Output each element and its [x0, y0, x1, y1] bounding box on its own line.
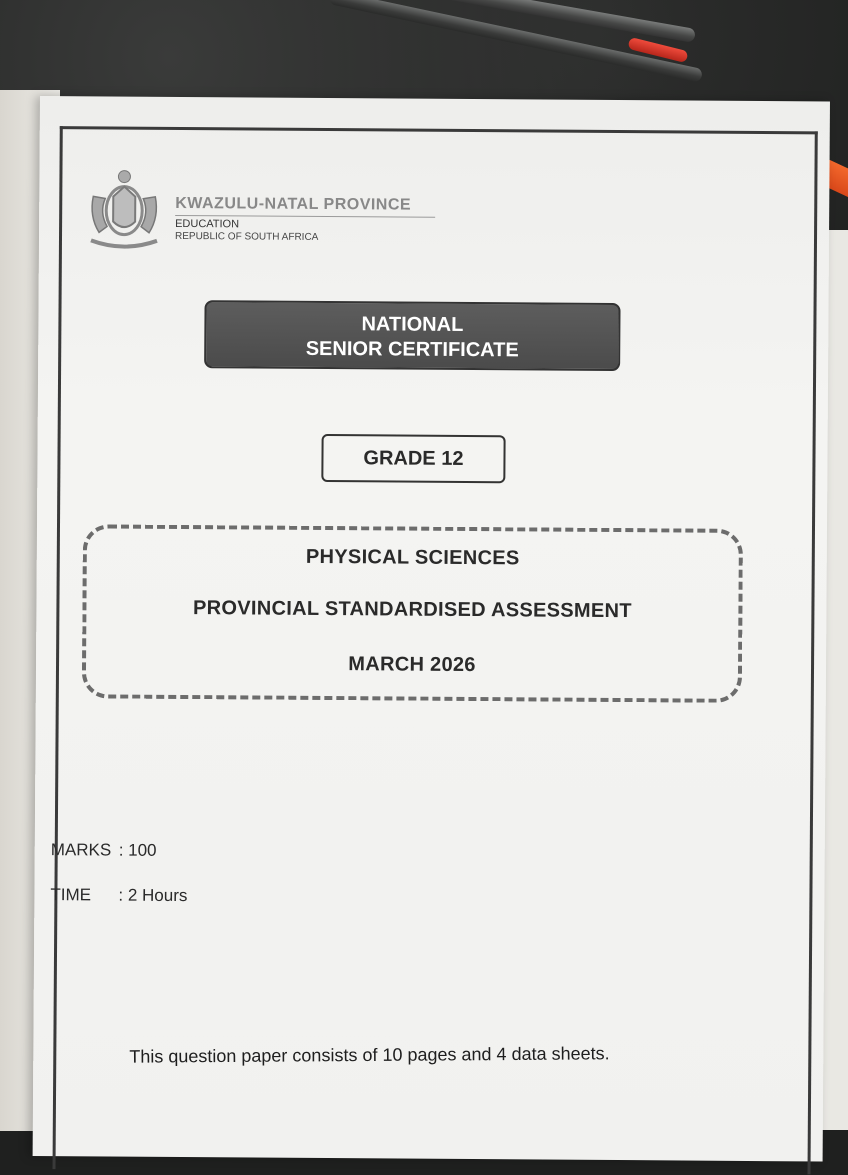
time-label: TIME: [50, 885, 92, 905]
grade-label: GRADE 12: [321, 434, 505, 483]
coat-of-arms-icon: [83, 166, 166, 255]
country-name: REPUBLIC OF SOUTH AFRICA: [174, 230, 319, 243]
province-title: KWAZULU-NATAL PROVINCE: [175, 194, 412, 214]
assessment-type: PROVINCIAL STANDARDISED ASSESSMENT: [192, 597, 632, 623]
certificate-line-2: SENIOR CERTIFICATE: [305, 337, 519, 362]
time-value: : 2 Hours: [118, 885, 188, 906]
department-name: EDUCATION: [175, 217, 240, 231]
marks-value: : 100: [118, 840, 157, 860]
certificate-line-1: NATIONAL: [361, 313, 464, 336]
marks-label: MARKS: [50, 840, 112, 860]
paper-composition-note: This question paper consists of 10 pages and 4 data sheets.: [129, 1043, 610, 1067]
question-paper-cover: [33, 96, 830, 1161]
subject-title: PHYSICAL SCIENCES: [305, 545, 520, 570]
certificate-banner: [204, 300, 620, 371]
assessment-date: MARCH 2026: [348, 653, 476, 677]
